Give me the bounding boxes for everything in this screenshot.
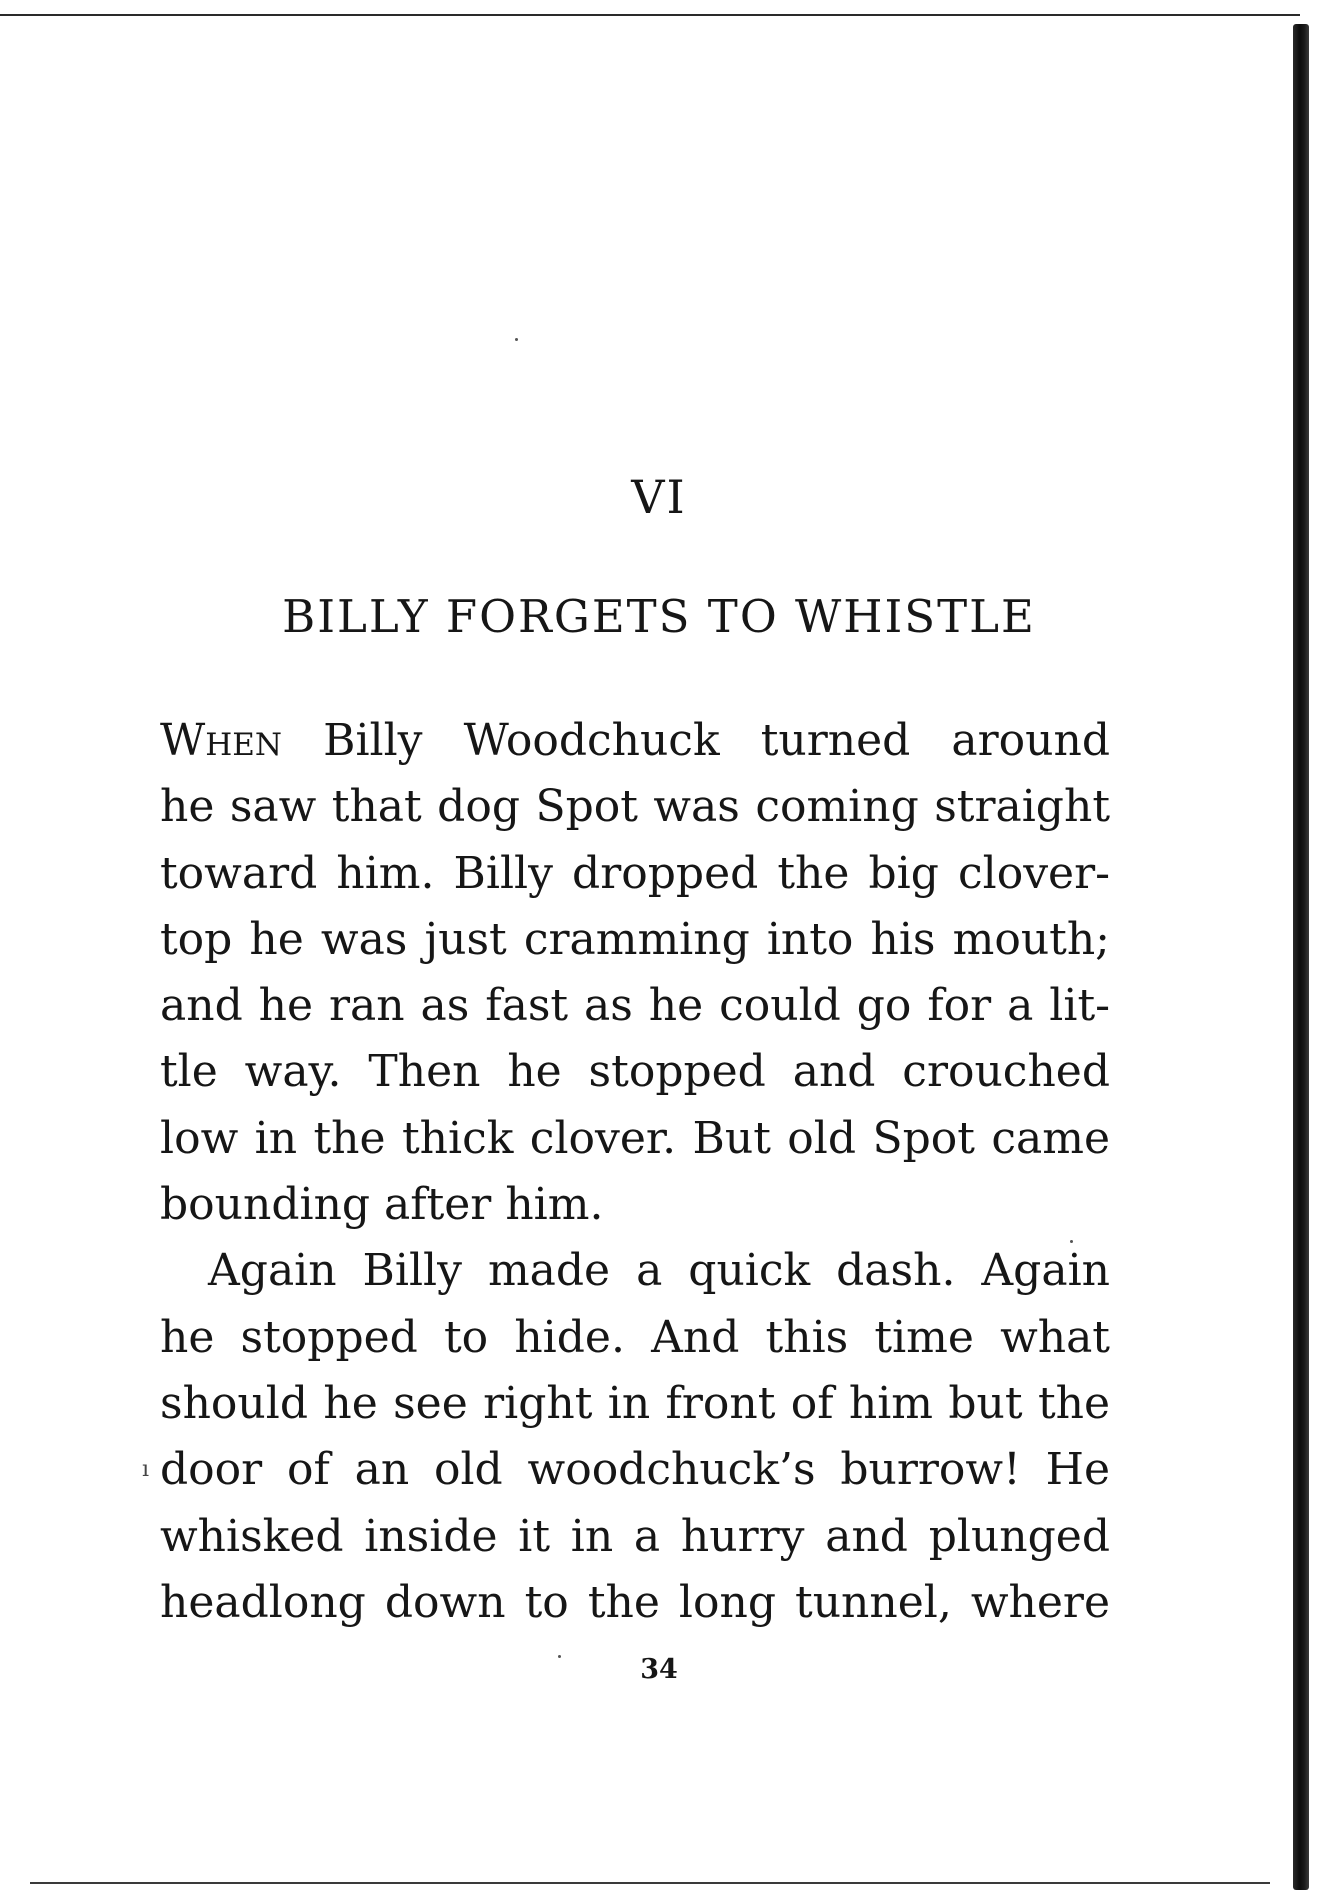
chapter-title: BILLY FORGETS TO WHISTLE <box>282 590 1036 643</box>
margin-mark: ı <box>142 1457 150 1482</box>
paragraph-line: bounding after him. <box>160 1179 604 1231</box>
paragraph-line: headlong down to the long tunnel, where <box>160 1576 1110 1628</box>
paragraph-line: he saw that dog Spot was coming straight <box>160 781 1110 833</box>
top-scan-edge <box>0 14 1300 16</box>
paragraph-line: and he ran as fast as he could go for a lit- <box>160 980 1110 1032</box>
paragraph-lead-word: When <box>160 715 283 766</box>
paragraph-line: whisked inside it in a hurry and plunged <box>160 1510 1110 1562</box>
chapter-number: VI <box>631 470 687 524</box>
paragraph-line: toward him. Billy dropped the big clover- <box>160 847 1110 899</box>
paragraph-line <box>160 708 1110 774</box>
paragraph-line: should he see right in front of him but the <box>160 1377 1110 1429</box>
bottom-scan-edge <box>30 1882 1270 1884</box>
paragraph-line: Again Billy made a quick dash. Again <box>208 1245 1110 1297</box>
paragraph-line: low in the thick clover. But old Spot came <box>160 1112 1110 1164</box>
line-text: Billy Woodchuck turned around <box>282 715 1110 766</box>
paragraph-line: he stopped to hide. And this time what <box>160 1311 1110 1363</box>
paragraph-line: top he was just cramming into his mouth; <box>160 913 1110 965</box>
page-number: 34 <box>640 1654 678 1685</box>
page-spine-shadow <box>1293 24 1309 1890</box>
body-text <box>160 708 1110 1636</box>
paragraph-line: tle way. Then he stopped and crouched <box>160 1046 1110 1098</box>
scan-speck <box>515 338 518 341</box>
paragraph-line: door of an old woodchuck’s burrow! He <box>160 1444 1110 1496</box>
